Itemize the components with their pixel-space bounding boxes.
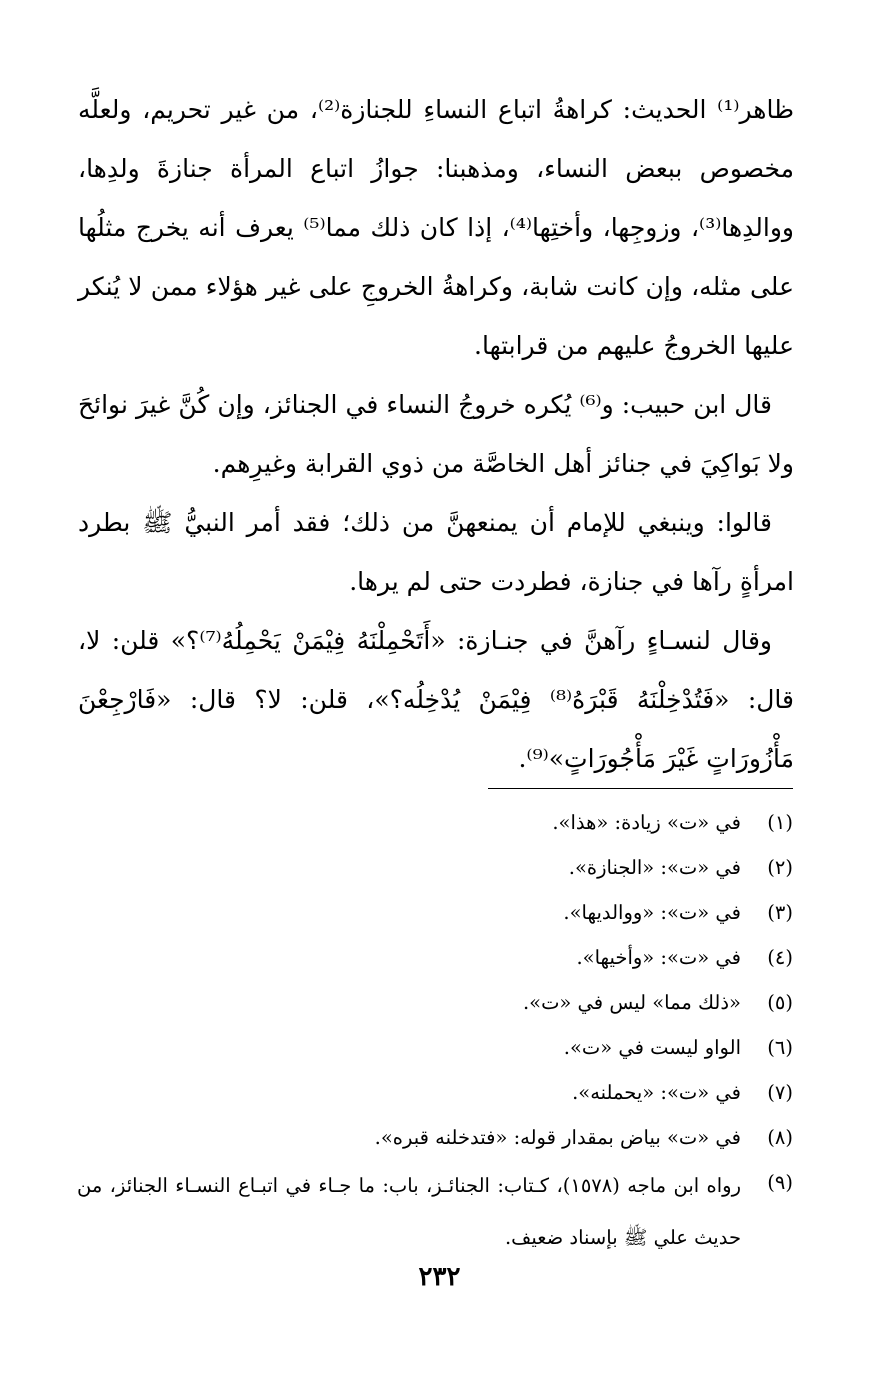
paragraph-1: ظاهر⁽¹⁾ الحديث: كراهةُ اتباع النساءِ للجنازة⁽²⁾، من غير تحريم، ولعلَّه مخصوص ببعض النساء، ومذهبنا: جوازُ اتباع المرأة جنازةَ ولدِها، ووالدِها⁽³⁾، وزوجِها، وأختِها⁽⁴⁾، إذا كان ذلك مما⁽⁵⁾ يعرف أنه يخرج مثلُها على مثله، وإن كانت شابة، وكراهةُ الخروجِ على غير هؤلاء ممن لا يُنكر عليها الخروجُ عليهم من قرابتها.: [78, 95, 794, 360]
footnotes: [77, 800, 793, 1264]
footnote-7: [77, 1070, 793, 1115]
footnote-number: (٦): [767, 1036, 793, 1059]
footnote-1: [77, 800, 793, 845]
footnote-text: في «ت»: «ووالديها».: [563, 901, 741, 924]
footnote-number: (٩): [767, 1171, 793, 1194]
footnote-3: [77, 890, 793, 935]
footnote-text: في «ت» زيادة: «هذا».: [552, 811, 741, 834]
footnote-text: الواو ليست في «ت».: [563, 1036, 741, 1059]
footnote-number: (٣): [767, 901, 793, 924]
footnote-2: [77, 845, 793, 890]
footnote-number: (٧): [767, 1081, 793, 1104]
footnote-5: [77, 980, 793, 1025]
footnote-4: [77, 935, 793, 980]
page-number: ٢٣٢: [418, 1262, 461, 1292]
footnote-text: في «ت»: «يحملنه».: [572, 1081, 741, 1104]
footnote-number: (٥): [767, 991, 793, 1014]
footnote-text: «ذلك مما» ليس في «ت».: [522, 991, 741, 1014]
footnote-text: في «ت»: «الجنازة».: [568, 856, 741, 879]
footnote-text: رواه ابن ماجه (١٥٧٨)، كـتاب: الجنائـز، باب: ما جـاء في اتبـاع النسـاء الجنائز، من حديث علي ﷺ بإسناد ضعيف.: [77, 1174, 741, 1249]
footnote-9: [77, 1160, 793, 1264]
paragraph-3: قالوا: وينبغي للإمام أن يمنعهنَّ من ذلك؛ فقد أمر النبيُّ ﷺ بطرد امرأةٍ رآها في جنازة، فطردت حتى لم يرها.: [78, 508, 794, 596]
footnote-number: (٢): [767, 856, 793, 879]
paragraph-4: وقال لنسـاءٍ رآهنَّ في جنـازة: «أَتَحْمِلْنَهُ فِيْمَنْ يَحْمِلُهُ⁽⁷⁾؟» قلن: لا، قال: «فَتُدْخِلْنَهُ قَبْرَهُ⁽⁸⁾ فِيْمَنْ يُدْخِلُه؟»، قلن: لا؟ قال: «فَارْجِعْنَ مَأْزُورَاتٍ غَيْرَ مَأْجُورَاتٍ»⁽⁹⁾.: [78, 626, 794, 773]
footnote-6: [77, 1025, 793, 1070]
footnote-number: (٤): [767, 946, 793, 969]
footnote-text: في «ت» بياض بمقدار قوله: «فتدخلنه قبره».: [374, 1126, 741, 1149]
footnote-divider: [488, 788, 793, 789]
main-text: [78, 80, 794, 788]
footnote-number: (٨): [767, 1126, 793, 1149]
footnote-number: (١): [767, 811, 793, 834]
footnote-text: في «ت»: «وأخيها».: [576, 946, 741, 969]
footnote-8: [77, 1115, 793, 1160]
paragraph-2: قال ابن حبيب: و⁽⁶⁾ يُكره خروجُ النساء في الجنائز، وإن كُنَّ غيرَ نوائحَ ولا بَواكِيَ في جنائز أهل الخاصَّة من ذوي القرابة وغيرِهم.: [78, 390, 794, 478]
